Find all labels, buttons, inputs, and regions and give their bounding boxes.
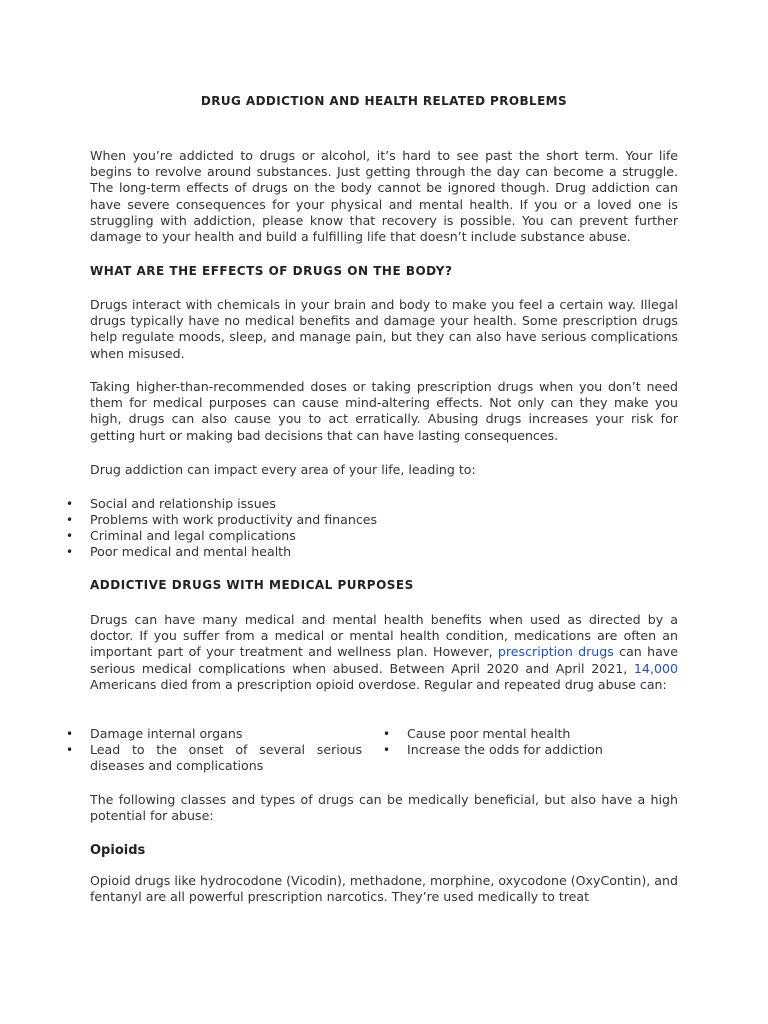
opioids-heading: Opioids — [90, 843, 146, 858]
list-item: • Poor medical and mental health — [66, 544, 386, 560]
effects-paragraph-2: Taking higher-than-recommended doses or taking prescription drugs when you don’t need them for medical purposes can cause mind-altering effects. Not only can they make you high, drugs can also cause you to act erratically. Abusing drugs increases your risk for getting hurt or making bad decisions that can have lasting consequences. — [90, 379, 678, 443]
effects-bullet-list — [66, 496, 386, 560]
abuse-bullet-list-left — [66, 726, 362, 774]
section-heading-effects: WHAT ARE THE EFFECTS OF DRUGS ON THE BODY? — [90, 264, 453, 278]
document-title: DRUG ADDICTION AND HEALTH RELATED PROBLEMS — [200, 94, 568, 108]
list-item: • Criminal and legal complications — [66, 528, 386, 544]
list-item: • Increase the odds for addiction — [383, 742, 683, 758]
opioid-deaths-link[interactable]: 14,000 — [633, 660, 678, 676]
list-item: • Damage internal organs — [66, 726, 362, 742]
medical-paragraph-text-a: Drugs can have many medical and mental health benefits when used as directed by a doctor. If you suffer from a medical or mental health condition, medications are often an important part of your treatment and wellness plan. However, — [90, 612, 678, 660]
list-item: • Cause poor mental health — [383, 726, 683, 742]
list-item: • Lead to the onset of several serious diseases and complications — [66, 742, 362, 774]
opioids-paragraph: Opioid drugs like hydrocodone (Vicodin), methadone, morphine, oxycodone (OxyContin), and fentanyl are all powerful prescription narcotics. They’re used medically to treat — [90, 873, 678, 905]
intro-paragraph: When you’re addicted to drugs or alcohol, it’s hard to see past the short term. Your life begins to revolve around substances. Just getting through the day can become a struggle. The long-term effects of drugs on the body cannot be ignored though. Drug addiction can have severe consequences for your physical and mental health. If you or a loved one is struggling with addiction, please know that recovery is possible. You can prevent further damage to your health and build a fulfilling life that doesn’t include substance abuse. — [90, 148, 678, 245]
medical-paragraph-text-c: Americans died from a prescription opioid overdose. Regular and repeated drug abuse can: — [90, 676, 667, 692]
list-item: • Social and relationship issues — [66, 496, 386, 512]
list-item: • Problems with work productivity and finances — [66, 512, 386, 528]
abuse-bullet-list-right — [383, 726, 683, 758]
medical-paragraph-2: The following classes and types of drugs can be medically beneficial, but also have a high potential for abuse: — [90, 792, 678, 824]
medical-paragraph-1 — [90, 612, 678, 693]
effects-paragraph-1: Drugs interact with chemicals in your brain and body to make you feel a certain way. Illegal drugs typically have no medical benefits and damage your health. Some prescription drugs help regulate moods, sleep, and manage pain, but they can also have serious complications when misused. — [90, 297, 678, 361]
prescription-drugs-link[interactable]: prescription drugs — [497, 644, 614, 660]
effects-paragraph-3: Drug addiction can impact every area of your life, leading to: — [90, 462, 476, 477]
medical-paragraph-text-b: can have serious medical complications when abused. Between April 2020 and April 2021, — [90, 644, 678, 676]
section-heading-medical: ADDICTIVE DRUGS WITH MEDICAL PURPOSES — [90, 578, 414, 592]
